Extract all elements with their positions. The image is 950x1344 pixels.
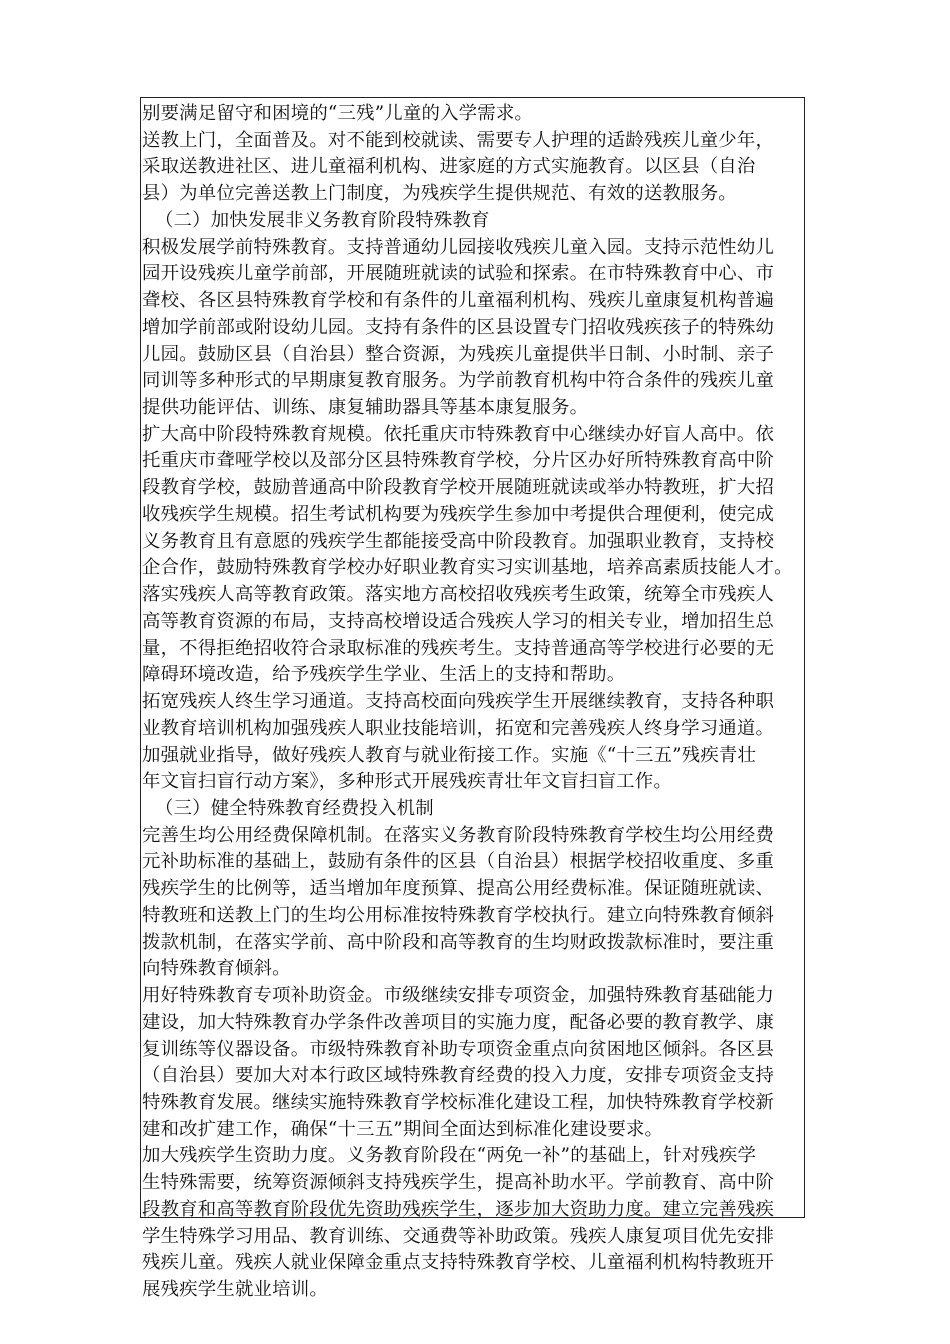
text-line: 拨款机制，在落实学前、高中阶段和高等教育的生均财政拨款标准时，要注重 xyxy=(142,931,775,953)
text-line: 县）为单位完善送教上门制度，为残疾学生提供规范、有效的送教服务。 xyxy=(142,183,737,205)
text-line: 拓宽残疾人终生学习通道。支持高校面向残疾学生开展继续教育，支持各种职 xyxy=(142,691,775,713)
text-line: 业教育培训机构加强残疾人职业技能培训，拓宽和完善残疾人终身学习通道。 xyxy=(142,717,775,739)
text-line: 用好特殊教育专项补助资金。市级继续安排专项资金，加强特殊教育基础能力 xyxy=(142,985,775,1007)
text-line: 段教育学校，鼓励普通高中阶段教育学校开展随班就读或举办特教班，扩大招 xyxy=(142,477,775,499)
text-line: （自治县）要加大对本行政区域特殊教育经费的投入力度，安排专项资金支持 xyxy=(142,1065,775,1087)
text-line: 儿园。鼓励区县（自治县）整合资源，为残疾儿童提供半日制、小时制、亲子 xyxy=(142,343,775,365)
text-line: 企合作，鼓励特殊教育学校办好职业教育实习实训基地，培养高素质技能人才。 xyxy=(142,557,793,579)
text-line: 义务教育且有意愿的残疾学生都能接受高中阶段教育。加强职业教育，支持校 xyxy=(142,530,775,552)
text-line: 年文盲扫盲行动方案》，多种形式开展残疾青壮年文盲扫盲工作。 xyxy=(142,771,672,793)
text-line: 展残疾学生就业培训。 xyxy=(142,1279,328,1301)
text-line: 托重庆市聋哑学校以及部分区县特殊教育学校，分片区办好所特殊教育高中阶 xyxy=(142,450,775,472)
text-line: 高等教育资源的布局，支持高校增设适合残疾人学习的相关专业，增加招生总 xyxy=(142,610,775,632)
text-line: 积极发展学前特殊教育。支持普通幼儿园接收残疾儿童入园。支持示范性幼儿 xyxy=(142,236,775,258)
text-line: 落实残疾人高等教育政策。落实地方高校招收残疾考生政策，统筹全市残疾人 xyxy=(142,584,775,606)
text-line: 收残疾学生规模。招生考试机构要为残疾学生参加中考提供合理便利，使完成 xyxy=(142,503,775,525)
text-line: 复训练等仪器设备。市级特殊教育补助专项资金重点向贫困地区倾斜。各区县 xyxy=(142,1038,775,1060)
text-line: 同训等多种形式的早期康复教育服务。为学前教育机构中符合条件的残疾儿童 xyxy=(142,370,775,392)
text-line: 完善生均公用经费保障机制。在落实义务教育阶段特殊教育学校生均公用经费 xyxy=(142,824,775,846)
text-line: 障碍环境改造，给予残疾学生学业、生活上的支持和帮助。 xyxy=(142,664,626,686)
text-line: 段教育和高等教育阶段优先资助残疾学生，逐步加大资助力度。建立完善残疾 xyxy=(142,1198,775,1220)
section-heading: （二）加快发展非义务教育阶段特殊教育 xyxy=(155,209,490,231)
text-line: 特殊教育发展。继续实施特殊教育学校标准化建设工程，加快特殊教育学校新 xyxy=(142,1092,775,1113)
text-line: 元补助标准的基础上，鼓励有条件的区县（自治县）根据学校招收重度、多重 xyxy=(142,851,775,873)
text-line: 加大残疾学生资助力度。义务教育阶段在“两免一补”的基础上，针对残疾学 xyxy=(142,1145,757,1167)
text-line: 提供功能评估、训练、康复辅助器具等基本康复服务。 xyxy=(142,397,589,419)
text-line: 生特殊需要，统筹资源倾斜支持残疾学生，提高补助水平。学前教育、高中阶 xyxy=(142,1172,775,1194)
text-line: 残疾学生的比例等，适当增加年度预算、提高公用经费标准。保证随班就读、 xyxy=(142,878,775,900)
text-line: 残疾儿童。残疾人就业保障金重点支持特殊教育学校、儿童福利机构特教班开 xyxy=(142,1252,775,1274)
section-heading: （三）健全特殊教育经费投入机制 xyxy=(155,797,434,819)
text-line: 量，不得拒绝招收符合录取标准的残疾考生。支持普通高等学校进行必要的无 xyxy=(142,637,775,659)
text-line: 学生特殊学习用品、教育训练、交通费等补助政策。残疾人康复项目优先安排 xyxy=(142,1225,775,1247)
text-line: 增加学前部或附设幼儿园。支持有条件的区县设置专门招收残疾孩子的特殊幼 xyxy=(142,316,775,338)
text-line: 园开设残疾儿童学前部，开展随班就读的试验和探索。在市特殊教育中心、市 xyxy=(142,263,775,285)
text-line: 聋校、各区县特殊教育学校和有条件的儿童福利机构、残疾儿童康复机构普遍 xyxy=(142,290,775,312)
text-line: 特教班和送教上门的生均公用标准按特殊教育学校执行。建立向特殊教育倾斜 xyxy=(142,904,775,926)
text-line: 向特殊教育倾斜。 xyxy=(142,958,291,980)
text-line: 别要满足留守和困境的“三残”儿童的入学需求。 xyxy=(142,103,534,124)
text-line: 建和改扩建工作，确保“十三五”期间全面达到标准化建设要求。 xyxy=(142,1118,664,1140)
text-line: 送教上门，全面普及。对不能到校就读、需要专人护理的适龄残疾儿童少年， xyxy=(142,129,775,151)
text-line: 加强就业指导，做好残疾人教育与就业衔接工作。实施《“十三五”残疾青壮 xyxy=(142,744,757,766)
text-line: 扩大高中阶段特殊教育规模。依托重庆市特殊教育中心继续办好盲人高中。依 xyxy=(142,423,775,445)
text-line: 采取送教进社区、进儿童福利机构、进家庭的方式实施教育。以区县（自治 xyxy=(142,156,756,178)
text-line: 建设，加大特殊教育办学条件改善项目的实施力度，配备必要的教育教学、康 xyxy=(142,1011,775,1033)
